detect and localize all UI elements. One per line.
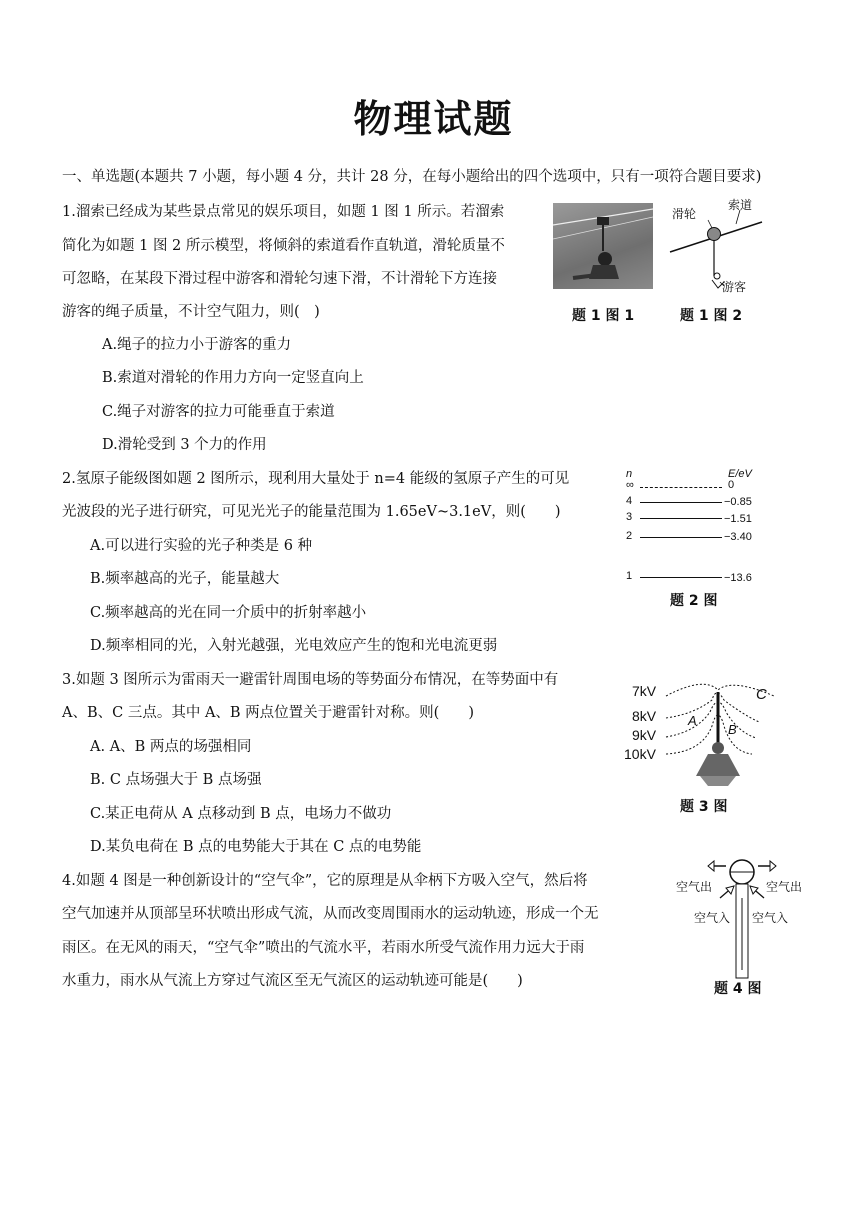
q2-line-2: 光波段的光子进行研究，可见光光子的能量范围为 1.65eV~3.1eV，则( ) (62, 504, 561, 520)
q1-fig1-caption: 题 1 图 1 (572, 308, 635, 324)
q1-line-1: 1.溜索已经成为某些景点常见的娱乐项目，如题 1 图 1 所示。若溜索 (62, 204, 505, 220)
q2-line-1: 2.氢原子能级图如题 2 图所示，现利用大量处于 n=4 能级的氢原子产生的可见 (62, 471, 570, 487)
q3-option-c: C.某正电荷从 A 点移动到 B 点，电场力不做功 (90, 806, 392, 822)
level-line-4 (640, 502, 722, 503)
level-n-1: 1 (626, 570, 633, 582)
q3-caption: 题 3 图 (680, 799, 728, 815)
q4-line-2: 空气加速并从顶部呈环状喷出形成气流，从而改变周围雨水的运动轨迹，形成一个无 (62, 906, 599, 922)
level-n-3: 3 (626, 511, 633, 523)
label-tourist: 游客 (722, 280, 747, 294)
q1-line-4: 游客的绳子质量，不计空气阻力，则( ) (62, 304, 320, 320)
voltage-10kv: 10kV (624, 746, 656, 762)
air-umbrella-diagram (672, 858, 812, 980)
q1-option-d: D.滑轮受到 3 个力的作用 (102, 437, 267, 453)
q3-line-1: 3.如题 3 图所示为雷雨天一避雷针周围电场的等势面分布情况，在等势面中有 (62, 672, 559, 688)
q1-fig2-caption: 题 1 图 2 (680, 308, 743, 324)
n-axis-label: n (626, 468, 633, 480)
q3-line-2: A、B、C 三点。其中 A、B 两点位置关于避雷针对称。则( ) (62, 705, 474, 721)
label-air-in-right: 空气入 (752, 911, 789, 925)
section-heading: 一、单选题(本题共 7 小题，每小题 4 分，共计 28 分，在每小题给出的四个选项中，只有一项符合题目要求) (62, 169, 762, 185)
q3-option-d: D.某负电荷在 B 点的电势能大于其在 C 点的电势能 (90, 839, 422, 855)
level-e-1: −13.6 (724, 572, 752, 584)
level-e-inf: 0 (728, 479, 735, 491)
voltage-8kv: 8kV (632, 708, 657, 724)
level-e-4: −0.85 (724, 496, 752, 508)
label-track: 索道 (728, 198, 753, 212)
level-e-3: −1.51 (724, 513, 752, 525)
q1-option-b: B.索道对滑轮的作用力方向一定竖直向上 (102, 370, 364, 386)
q1-option-c: C.绳子对游客的拉力可能垂直于索道 (102, 404, 335, 420)
q2-option-a: A.可以进行实验的光子种类是 6 种 (90, 538, 313, 554)
q2-option-c: C.频率越高的光在同一介质中的折射率越小 (90, 605, 367, 621)
point-c: C (756, 686, 767, 703)
level-line-2 (640, 537, 722, 538)
level-line-3 (640, 518, 722, 519)
level-n-4: 4 (626, 495, 633, 507)
label-air-in-left: 空气入 (694, 911, 731, 925)
voltage-7kv: 7kV (632, 683, 657, 699)
q2-option-b: B.频率越高的光子，能量越大 (90, 571, 280, 587)
point-a: A (688, 713, 697, 728)
q1-option-a: A.绳子的拉力小于游客的重力 (102, 337, 292, 353)
q4-line-4: 水重力，雨水从气流上方穿过气流区至无气流区的运动轨迹可能是( ) (62, 973, 523, 989)
label-air-out-left: 空气出 (676, 880, 713, 894)
point-b: B (728, 722, 737, 737)
q2-option-d: D.频率相同的光，入射光越强，光电效应产生的饱和光电流更弱 (90, 638, 498, 654)
q1-line-2: 简化为如题 1 图 2 所示模型，将倾斜的索道看作直轨道，滑轮质量不 (62, 238, 505, 254)
q2-caption: 题 2 图 (670, 593, 718, 609)
e-axis-label: E/eV (728, 468, 752, 480)
q1-line-3: 可忽略，在某段下滑过程中游客和滑轮匀速下滑，不计滑轮下方连接 (62, 271, 497, 287)
energy-level-diagram (620, 468, 760, 598)
q4-line-1: 4.如题 4 图是一种创新设计的“空气伞”，它的原理是从伞柄下方吸入空气，然后将 (62, 873, 588, 889)
page-title: 物理试题 (353, 97, 514, 141)
level-n-2: 2 (626, 530, 633, 542)
label-air-out-right: 空气出 (766, 880, 803, 894)
label-pulley: 滑轮 (672, 207, 697, 221)
zipline-photo (553, 203, 653, 289)
q4-line-3: 雨区。在无风的雨天，“空气伞”喷出的气流水平，若雨水所受气流作用力远大于雨 (62, 940, 585, 956)
level-e-2: −3.40 (724, 531, 752, 543)
q4-caption: 题 4 图 (714, 981, 762, 997)
q3-option-a: A. A、B 两点的场强相同 (90, 739, 252, 755)
level-line-inf (640, 487, 722, 488)
level-n-inf: ∞ (626, 479, 634, 491)
voltage-9kv: 9kV (632, 727, 657, 743)
level-line-1 (640, 577, 722, 578)
q3-option-b: B. C 点场强大于 B 点场强 (90, 772, 262, 788)
